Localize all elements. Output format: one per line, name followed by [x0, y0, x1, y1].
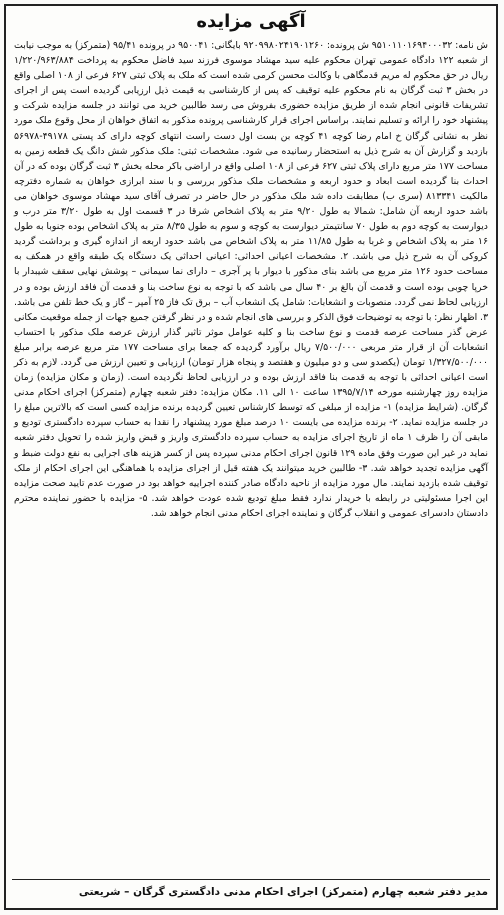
notice-body-text: ش نامه: ۹۵۱۰۱۱۰۱۶۹۴۰۰۰۳۲ ش پرونده: ۹۲۰۹۹۸۰۲۴۱۹۰۱۲۶۰ بایگانی: ۹۵۰۰۴۱ در پرونده ۹۵/۴۱ (متمرکز) به موجب نیابت از شعبه ۱۲۲ دادگاه عمومی تهران محکوم علیه سید مهشاد موسوی فرزند سید فاضل محکوم به پرداخت ۱/۲۲۰/۹۶۳/۸۸۴ ریال در حق محکوم له مریم قدمگاهی با وکالت محسن کرمی شده است که ملک به پلاک ثبتی ۶۲۷ فرعی از ۱۰۸ اصلی واقع در بخش ۳ ثبت گرگان به نام محکوم علیه توقیف که پس از کارشناسی به قیمت ذیل ارزیابی گردیده است پس از اجرای تشریفات قانونی انجام شده از طریق مزایده حضوری بفروش می رسد طالبین خرید می توانند در جلسه مزایده شرکت و پیشنهاد خود را ارائه و تسلیم نمایند. براساس اجرای قرار کارشناسی پرونده مذکور به اتفاق خواهان از محل وقوع ملک مورد نظر به نشانی گرگان خ امام رضا کوچه ۴۱ کوچه بن بست اول دست راست انتهای کوچه دارای کد پستی ۴۹۱۷۸-۵۶۹۷۸ بازدید و گزارش آن به شرح ذیل به استحضار رسانیده می شود. مشخصات ثبتی: ملک مذکور شش دانگ یک قطعه زمین به مساحت ۱۷۷ متر مربع دارای پلاک ثبتی ۶۲۷ فرعی از ۱۰۸ اصلی واقع در اراضی باکر محله بخش ۳ ثبت گرگان بوده که در آن احداث بنا گردیده است ابعاد و حدود اربعه و مشخصات ملک مذکور بررسی و با سند ابرازی خواهان به شماره دفترچه مالکیت ۸۱۳۳۴۱ (سری ب) مطابقت داده شد ملک مذکور در حال حاضر در تصرف آقای سید مهشاد موسوی خواهان می باشد حدود اربعه آن شامل: شمالا به طول ۹/۲۰ متر به پلاک اشخاص شرقا در ۳ قسمت اول به طول ۳/۲۰ متر درب و دیوارست به کوچه دوم به طول ۷۰ سانتیمتر دیوارست به کوچه و سوم به طول ۸/۳۵ متر به پلاک اشخاص بوده جنوبا به طول ۱۶ متر به پلاک اشخاص و غربا به طول ۱۱/۸۵ متر به پلاک اشخاص می باشد حدود اربعه از اندازه گیری و برداشت گردید کروکی آن به شرح ذیل می باشد. ۲. مشخصات اعیانی احداثی: اعیانی احداثی یک دستگاه یک طبقه واقع در همکف به مساحت حدود ۱۲۶ متر مربع می باشد بنای مذکور با دیوار با پر آجری – دارای نما سیمانی – پوشش نهایی سقف شیبدار با خرپا چوبی بوده است و قدمت آن بالغ بر ۴۰ سال می باشد که با توجه به نوع ساخت بنا و قدمت آن فاقد ارزش بوده و در ارزیابی لحاظ نمی گردد. منصوبات و انشعابات: شامل یک انشعاب آب – برق تک فاز ۲۵ آمپر – گاز و یک خط تلفن می باشد. ۳. اظهار نظر: با توجه به توضیحات فوق الذکر و بررسی های انجام شده و در نظر گرفتن جمیع جهات از جمله موقعیت مکانی عرض گذر مساحت عرصه قدمت و نوع ساخت بنا و کلیه عوامل موثر تاثیر گذار ارزش عرصه ملک مذکور با احتساب انشعابات آن از قرار متر مربعی ۷/۵۰۰/۰۰۰ ریال برآورد گردیده که جمعا برای مساحت ۱۷۷ متر مربع عرصه برابر مبلغ ۱/۳۲۷/۵۰۰/۰۰۰ تومان (یکصدو سی و دو میلیون و هفتصد و پنجاه هزار تومان) ارزیابی و تعیین ارزش می گردد. لازم به ذکر است اعیانی احداثی با توجه به قدمت بنا فاقد ارزش بوده و در ارزیابی لحاظ نگردیده است. (زمان و مکان مزایده) زمان مزایده روز چهارشنبه مورخه ۱۳۹۵/۷/۱۴ ساعت ۱۰ الی ۱۱. مکان مزایده: دفتر شعبه چهارم (متمرکز) اجرای احکام مدنی گرگان. (شرایط مزایده) ۱- مزایده از مبلغی که توسط کارشناس تعیین گردیده برنده مزایده کسی است که بالاترین مبلغ را در جلسه مزایده نماید. ۲- برنده مزایده می بایست ۱۰ درصد مبلغ مورد پیشنهاد را نقدا به حساب سپرده دادگستری تودیع و مابقی آن را ظرف ۱ ماه از تاریخ اجرای مزایده به حساب سپرده دادگستری واریز و قبض واریز شده را تحویل دفتر شعبه نماید در غیر این صورت وفق ماده ۱۲۹ قانون اجرای احکام مدنی سپرده پس از کسر هزینه های اجرایی به نفع دولت ضبط و آگهی مزایده تجدید خواهد شد. ۳- طالبین خرید میتوانند یک هفته قبل از اجرای مزایده با هماهنگی این اجرای احکام از ملک توقیف شده بازدید نمایند. مال مورد مزایده از ناحیه دادگاه صادر کننده اجراییه خواهد بود در صورت عدم تایید صحت مزایده این اجرا مسئولیتی در رابطه با خریدار ندارد فقط مبلغ تودیع شده عودت خواهد شد. ۵- مزایده با حضور نماینده محترم دادستان دادسرای عمومی و انقلاب گرگان و نماینده اجرای احکام مدنی انجام خواهد شد.: [14, 40, 489, 519]
notice-body: [6, 38, 496, 521]
notice-title: آگهی مزایده: [196, 11, 306, 32]
signature-divider: [12, 879, 490, 880]
notice-signature: مدیر دفتر شعبه چهارم (متمرکز) اجرای احکام مدنی دادگستری گرگان – شریعتی: [78, 886, 488, 898]
notice-frame: [4, 4, 498, 910]
